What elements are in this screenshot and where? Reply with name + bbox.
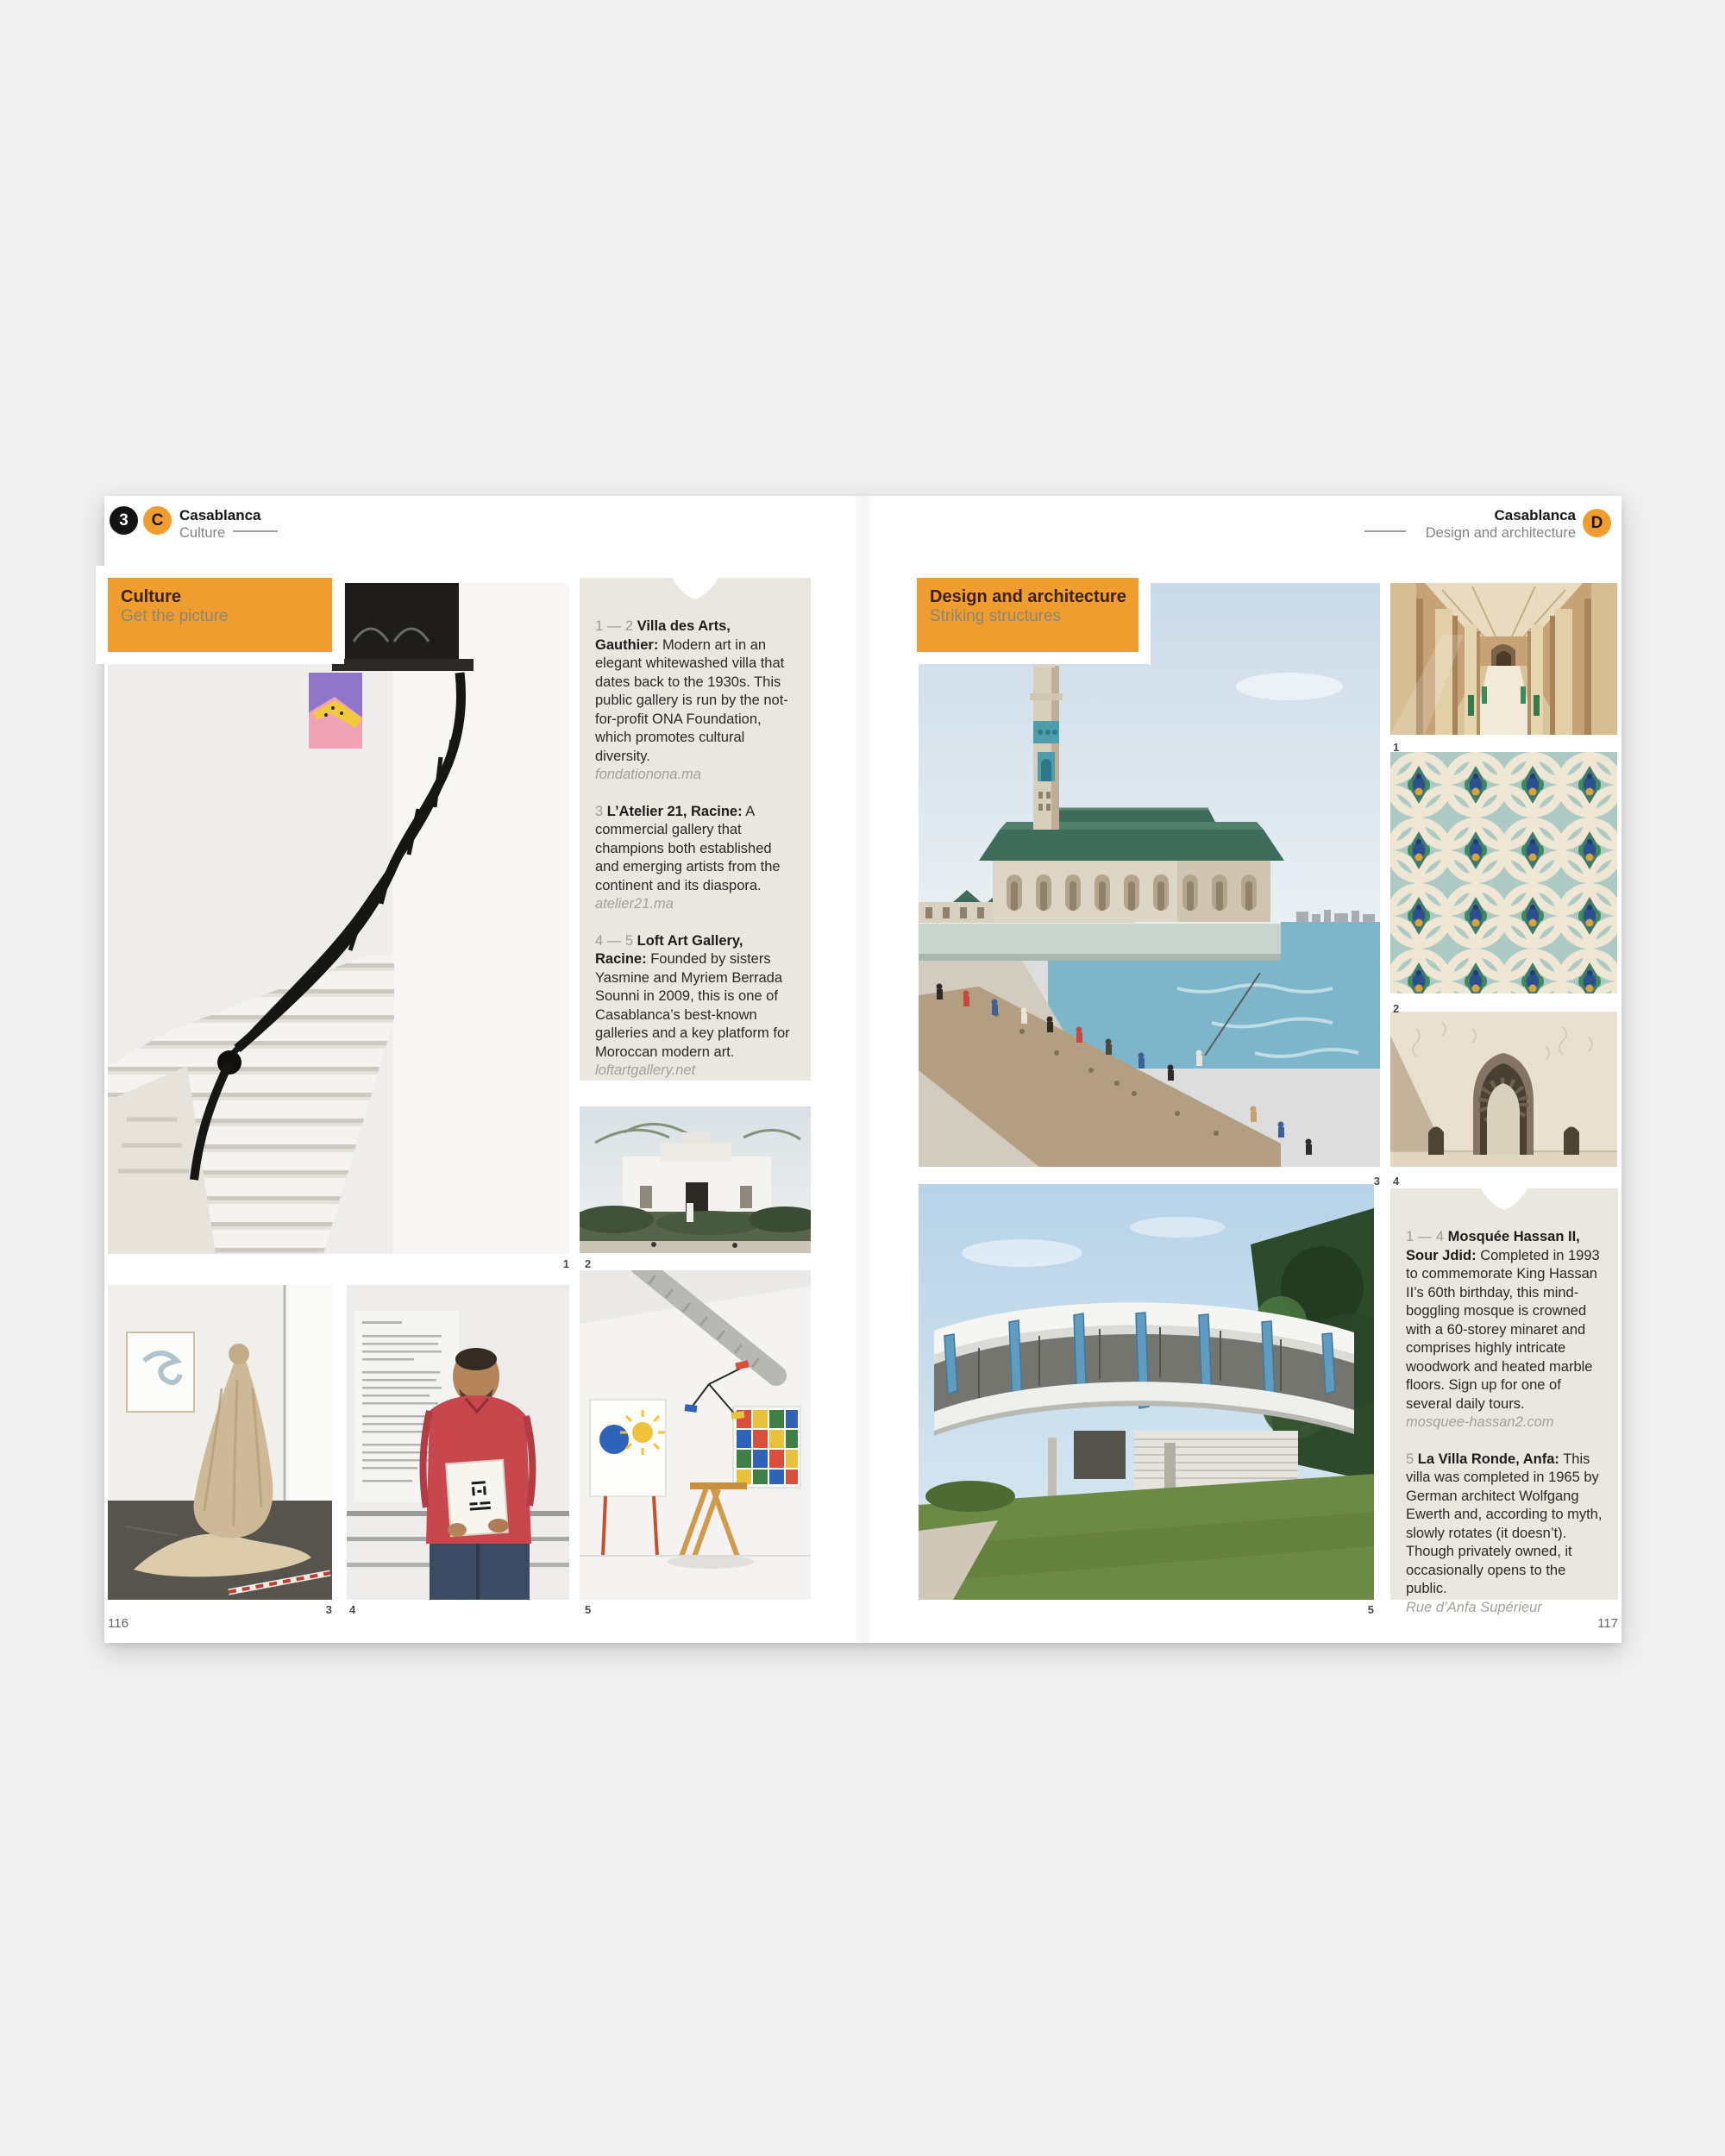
guide-entry-loft-art-gallery	[595, 932, 795, 1081]
entry-index: 3	[595, 803, 604, 819]
colonnade-illustration	[1390, 583, 1617, 735]
section-letter-right: D	[1590, 513, 1603, 532]
tilework-illustration	[1390, 752, 1617, 993]
gallery-interior-illustration	[580, 1270, 811, 1600]
page-gutter-shading	[853, 496, 874, 1643]
entry-name: La Villa Ronde, Anfa:	[1417, 1451, 1559, 1467]
photo-label-staircase: 1	[562, 1257, 569, 1270]
photo-label-colonnade: 1	[1393, 741, 1400, 754]
photo-villa-des-arts-staircase	[108, 583, 569, 1254]
running-head-city-left: Casablanca	[179, 507, 261, 523]
mosque-illustration	[919, 583, 1380, 1167]
photo-zellige-tilework	[1390, 752, 1617, 993]
entry-link[interactable]: loftartgallery.net	[595, 1062, 696, 1078]
running-head-section-right: Design and architecture	[1425, 525, 1576, 541]
entry-index: 1 — 2	[595, 618, 634, 634]
entry-name: L’Atelier 21, Racine:	[606, 803, 743, 819]
photo-mosque-colonnade	[1390, 583, 1617, 735]
photo-label-villa-ronde: 5	[1367, 1603, 1374, 1616]
photo-villa-des-arts-facade	[580, 1106, 811, 1253]
entry-link[interactable]: mosquee-hassan2.com	[1406, 1414, 1554, 1430]
photo-label-mosque: 3	[1373, 1175, 1380, 1188]
running-head-left	[179, 508, 261, 541]
section-letter-badge-left	[143, 506, 172, 535]
photo-label-tiles: 2	[1393, 1002, 1400, 1015]
section-tag-subtitle-left: Get the picture	[121, 607, 229, 625]
page-number-right: 117	[1597, 1616, 1618, 1631]
entry-address: Rue d’Anfa Supérieur	[1406, 1599, 1542, 1615]
gown-sculpture-illustration	[108, 1285, 332, 1600]
entry-name: Villa des Arts, Gauthier:	[595, 618, 731, 653]
villa-ronde-illustration	[919, 1184, 1374, 1600]
photo-label-gallery: 5	[585, 1603, 592, 1616]
section-letter-badge-right	[1583, 509, 1611, 537]
photo-label-gown: 3	[325, 1603, 332, 1616]
note-box-notch-right	[1481, 1188, 1527, 1210]
header-rule-right	[1364, 530, 1406, 532]
entry-body: Founded by sisters Yasmine and Myriem Berrada Sounni in 2009, this is one of Casablanca’s best-known galleries and a key platform for Moroccan modern art.	[595, 951, 790, 1060]
entry-index: 4 — 5	[595, 932, 634, 949]
portrait-illustration	[347, 1285, 569, 1600]
section-tag-culture	[108, 578, 332, 652]
entry-name: Mosquée Hassan II, Sour Jdid:	[1406, 1229, 1580, 1263]
guide-entry-atelier-21	[595, 803, 795, 914]
entry-body: Completed in 1993 to commemorate King Hassan II’s 60th birthday, this mind-boggling mosque is crowned with a 60-storey minaret and comprises highly intricate woodwork and heated marble floors. Sign up for one of several daily tours.	[1406, 1247, 1600, 1412]
entry-link[interactable]: fondationona.ma	[595, 767, 701, 782]
section-tag-title-right: Design and architecture	[930, 587, 1126, 606]
running-head-right	[1426, 508, 1576, 541]
photo-label-villa: 2	[585, 1257, 592, 1270]
photo-gallery-gown-sculpture	[108, 1285, 332, 1600]
photo-loft-art-gallery-interior	[580, 1270, 811, 1600]
guide-entry-la-villa-ronde	[1406, 1451, 1603, 1618]
entry-name: Loft Art Gallery, Racine:	[595, 932, 743, 967]
photo-hassan-ii-mosque	[919, 583, 1380, 1167]
running-head-section-left: Culture	[179, 525, 226, 541]
header-rule-left	[233, 530, 278, 532]
photo-carved-stone-arch	[1390, 1012, 1617, 1167]
page-number-left: 116	[108, 1616, 129, 1631]
entry-body: Modern art in an elegant whitewashed villa that dates back to the 1930s. This public gallery is run by the not-for-profit ONA Foundation, which promotes cultural diversity.	[595, 636, 788, 764]
entry-index: 5	[1406, 1451, 1414, 1467]
note-box-notch-left	[672, 577, 718, 599]
staircase-photo-illustration	[108, 583, 569, 1254]
photo-la-villa-ronde	[919, 1184, 1374, 1600]
guide-entry-mosquee-hassan-ii	[1406, 1228, 1603, 1432]
villa-facade-illustration	[580, 1106, 811, 1253]
running-head-city-right: Casablanca	[1494, 507, 1576, 523]
chapter-number: 3	[119, 511, 129, 530]
note-box-culture	[580, 578, 811, 1081]
book-spread	[104, 496, 1622, 1643]
entry-link[interactable]: atelier21.ma	[595, 896, 674, 912]
entry-body: This villa was completed in 1965 by German architect Wolfgang Ewerth and, according to myth, slowly rotates (it doesn’t). Though privately owned, it occasionally opens to the public.	[1406, 1451, 1603, 1596]
entry-body: A commercial gallery that champions both established and emerging artists from the continent and its diaspora.	[595, 803, 781, 893]
note-box-design-architecture	[1390, 1188, 1618, 1615]
chapter-number-badge	[110, 506, 138, 535]
guide-entry-villa-des-arts	[595, 617, 795, 785]
entry-index: 1 — 4	[1406, 1229, 1445, 1244]
section-tag-design-architecture	[917, 578, 1138, 652]
photo-label-arch: 4	[1393, 1175, 1400, 1188]
carved-arch-illustration	[1390, 1012, 1617, 1167]
photo-gallerist-portrait	[347, 1285, 569, 1600]
section-tag-subtitle-right: Striking structures	[930, 607, 1062, 625]
section-letter-left: C	[151, 511, 164, 530]
photo-label-portrait: 4	[349, 1603, 356, 1616]
section-tag-title-left: Culture	[121, 587, 181, 606]
